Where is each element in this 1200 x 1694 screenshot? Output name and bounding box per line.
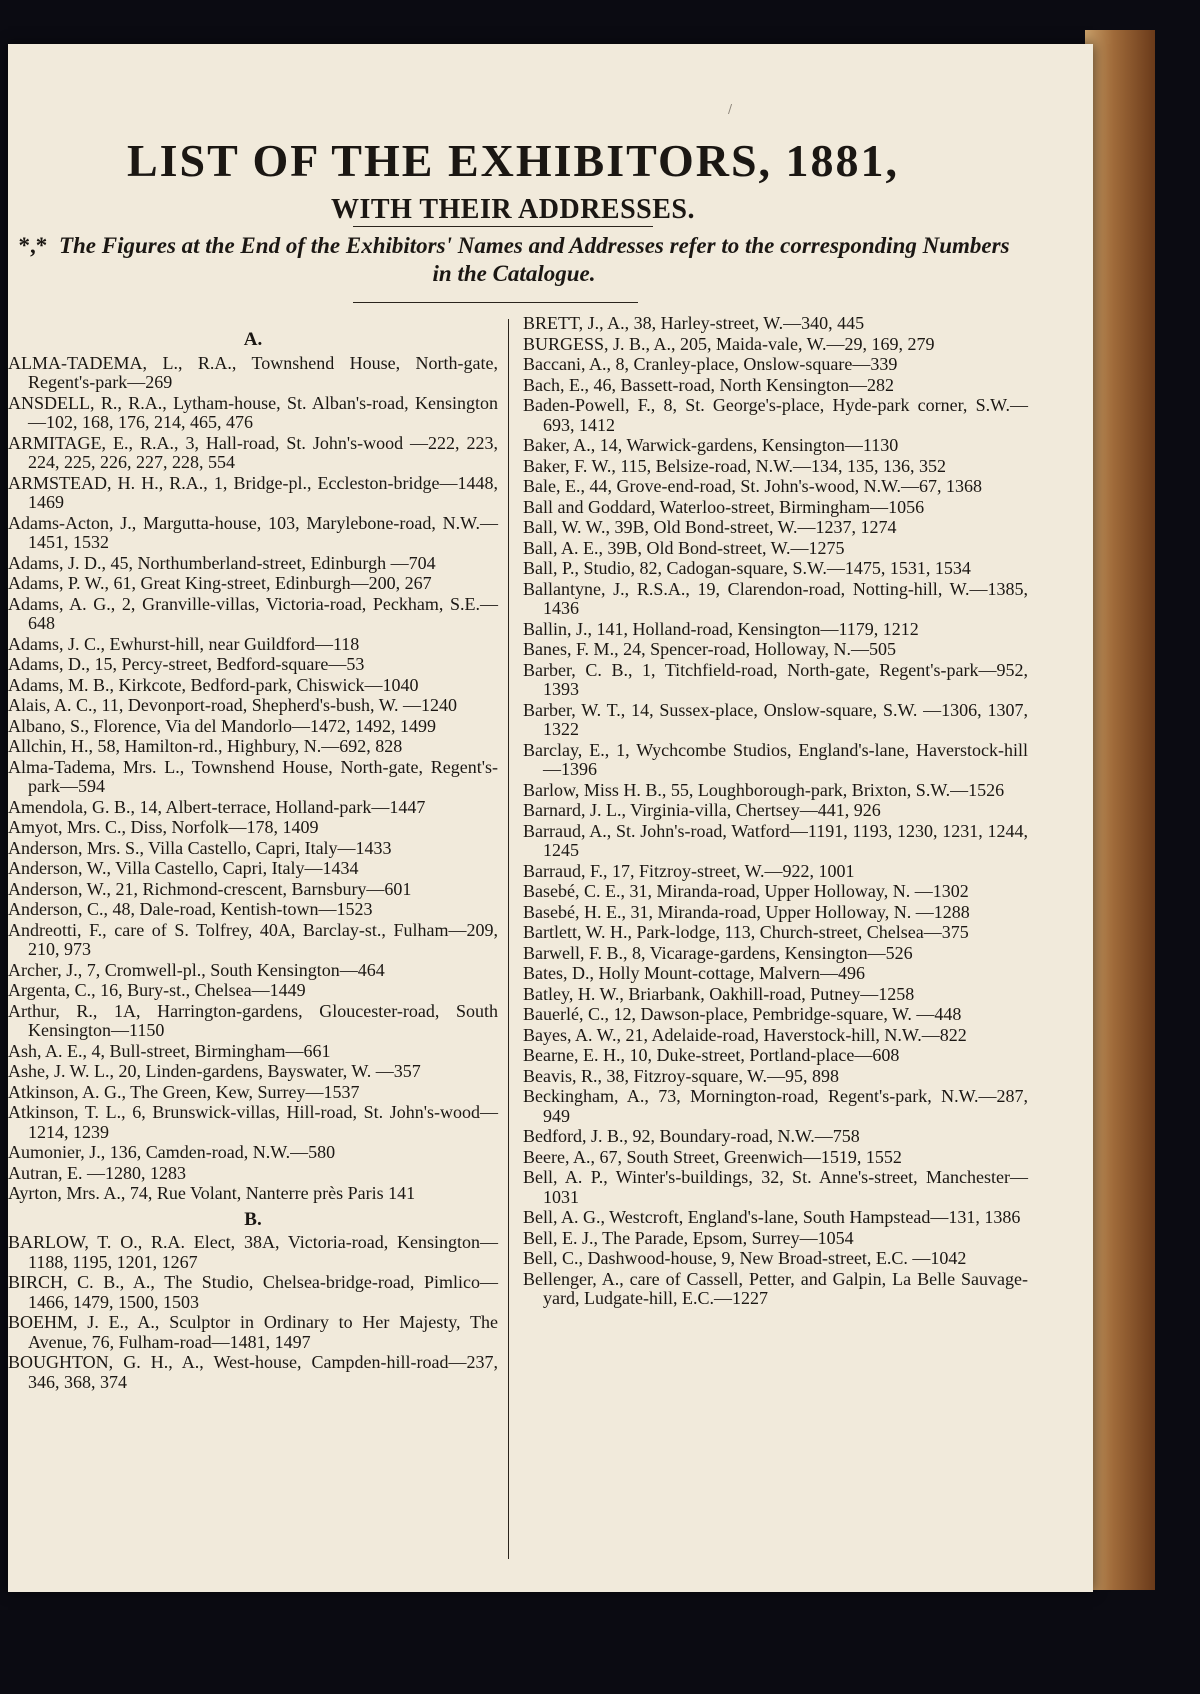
exhibitor-entry: ANSDELL, R., R.A., Lytham-house, St. Alban's-road, Kensington—102, 168, 176, 214, 465, 476: [8, 392, 498, 432]
exhibitor-entry: Beckingham, A., 73, Mornington-road, Regent's-park, N.W.—287, 949: [523, 1086, 1028, 1126]
exhibitor-entry: Aumonier, J., 136, Camden-road, N.W.—580: [8, 1142, 336, 1162]
note-text: The Figures at the End of the Exhibitors' Names and Addresses refer to the corresponding Numbers in the Catalogue.: [58, 233, 1010, 286]
exhibitor-entry: Barlow, Miss H. B., 55, Loughborough-park, Brixton, S.W.—1526: [523, 779, 1005, 800]
exhibitor-entry: Alais, A. C., 11, Devonport-road, Shepherd's-bush, W. —1240: [8, 695, 458, 715]
exhibitor-entry: Autran, E. —1280, 1283: [8, 1162, 186, 1183]
exhibitor-entry: Bellenger, A., care of Cassell, Petter, and Galpin, La Belle Sauvage-yard, Ludgate-hill, E.C.—1227: [523, 1268, 1028, 1308]
right-column: [523, 314, 1028, 1310]
exhibitor-entry: Ball, A. E., 39B, Old Bond-street, W.—1275: [523, 537, 845, 558]
exhibitor-entry: Albano, S., Florence, Via del Mandorlo—1472, 1492, 1499: [8, 715, 437, 736]
title-rule-top: [353, 226, 653, 227]
exhibitor-entry: Ballantyne, J., R.S.A., 19, Clarendon-road, Notting-hill, W.—1385, 1436: [523, 578, 1028, 618]
exhibitor-entry: Ashe, J. W. L., 20, Linden-gardens, Bayswater, W. —357: [8, 1061, 421, 1081]
exhibitor-entry: Baden-Powell, F., 8, St. George's-place, Hyde-park corner, S.W.—693, 1412: [523, 395, 1028, 435]
exhibitor-entry: Anderson, C., 48, Dale-road, Kentish-town—1523: [8, 899, 373, 919]
exhibitor-entry: Bayes, A. W., 21, Adelaide-road, Haverstock-hill, N.W.—822: [523, 1024, 967, 1045]
exhibitor-list-b-continued: [523, 314, 1028, 1309]
stray-mark: /: [728, 102, 733, 116]
catalogue-page: [8, 44, 1093, 1592]
exhibitor-entry: Argenta, C., 16, Bury-st., Chelsea—1449: [8, 980, 306, 1000]
exhibitor-entry: Barraud, F., 17, Fitzroy-street, W.—922, 1001: [523, 860, 855, 881]
exhibitor-entry: BOEHM, J. E., A., Sculptor in Ordinary to Her Majesty, The Avenue, 76, Fulham-road—1481, 1497: [8, 1312, 498, 1352]
exhibitor-entry: Bell, E. J., The Parade, Epsom, Surrey—1054: [523, 1227, 854, 1248]
exhibitor-entry: Ball, W. W., 39B, Old Bond-street, W.—1237, 1274: [523, 517, 897, 537]
exhibitor-entry: Anderson, W., Villa Castello, Capri, Italy—1434: [8, 858, 359, 878]
exhibitor-entry: ARMSTEAD, H. H., R.A., 1, Bridge-pl., Eccleston-bridge—1448, 1469: [8, 472, 498, 512]
exhibitor-entry: Baker, F. W., 115, Belsize-road, N.W.—134, 135, 136, 352: [523, 455, 946, 476]
exhibitor-entry: BARLOW, T. O., R.A. Elect, 38A, Victoria-road, Kensington—1188, 1195, 1201, 1267: [8, 1232, 498, 1272]
exhibitor-entry: Atkinson, A. G., The Green, Kew, Surrey—1537: [8, 1081, 360, 1102]
exhibitor-entry: BIRCH, C. B., A., The Studio, Chelsea-bridge-road, Pimlico—1466, 1479, 1500, 1503: [8, 1272, 498, 1312]
exhibitor-entry: Baccani, A., 8, Cranley-place, Onslow-square—339: [523, 354, 898, 374]
exhibitor-entry: Bauerlé, C., 12, Dawson-place, Pembridge-square, W. —448: [523, 1004, 962, 1024]
exhibitor-entry: Adams, J. C., Ewhurst-hill, near Guildford—118: [8, 633, 360, 654]
exhibitor-entry: BURGESS, J. B., A., 205, Maida-vale, W.—29, 169, 279: [523, 333, 935, 354]
exhibitor-entry: Beere, A., 67, South Street, Greenwich—1519, 1552: [523, 1146, 902, 1167]
exhibitor-entry: Amyot, Mrs. C., Diss, Norfolk—178, 1409: [8, 817, 319, 837]
exhibitor-entry: Anderson, Mrs. S., Villa Castello, Capri, Italy—1433: [8, 837, 392, 858]
exhibitor-entry: Barnard, J. L., Virginia-villa, Chertsey—441, 926: [523, 800, 881, 820]
exhibitor-entry: Bell, A. G., Westcroft, England's-lane, South Hampstead—131, 1386: [523, 1207, 1021, 1227]
exhibitor-entry: Adams, A. G., 2, Granville-villas, Victoria-road, Peckham, S.E.—648: [8, 593, 498, 633]
title-rule-bottom: [353, 302, 638, 303]
exhibitor-entry: Barraud, A., St. John's-road, Watford—1191, 1193, 1230, 1231, 1244, 1245: [523, 820, 1028, 860]
exhibitor-entry: Adams, J. D., 45, Northumberland-street, Edinburgh —704: [8, 552, 436, 573]
exhibitor-entry: ALMA-TADEMA, L., R.A., Townshend House, North-gate, Regent's-park—269: [8, 352, 498, 392]
exhibitor-entry: Anderson, W., 21, Richmond-crescent, Barnsbury—601: [8, 878, 412, 899]
catalogue-note: [14, 232, 1014, 288]
exhibitor-entry: Bearne, E. H., 10, Duke-street, Portland-place—608: [523, 1045, 900, 1065]
exhibitor-entry: Bach, E., 46, Bassett-road, North Kensington—282: [523, 374, 894, 395]
exhibitor-entry: Basebé, C. E., 31, Miranda-road, Upper Holloway, N. —1302: [523, 881, 969, 901]
exhibitor-entry: Bell, A. P., Winter's-buildings, 32, St. Anne's-street, Manchester—1031: [523, 1167, 1028, 1207]
exhibitor-entry: Bates, D., Holly Mount-cottage, Malvern—496: [523, 963, 865, 983]
exhibitor-entry: Andreotti, F., care of S. Tolfrey, 40A, Barclay-st., Fulham—209, 210, 973: [8, 919, 498, 959]
exhibitor-entry: BOUGHTON, G. H., A., West-house, Campden-hill-road—237, 346, 368, 374: [8, 1352, 498, 1392]
exhibitor-entry: Archer, J., 7, Cromwell-pl., South Kensington—464: [8, 959, 385, 980]
exhibitor-entry: Adams, D., 15, Percy-street, Bedford-square—53: [8, 654, 365, 674]
exhibitor-entry: Arthur, R., 1A, Harrington-gardens, Gloucester-road, South Kensington—1150: [8, 1000, 498, 1040]
exhibitor-entry: Batley, H. W., Briarbank, Oakhill-road, Putney—1258: [523, 983, 915, 1004]
exhibitor-entry: ARMITAGE, E., R.A., 3, Hall-road, St. John's-wood —222, 223, 224, 225, 226, 227, 228, 554: [8, 432, 498, 472]
page-title: LIST OF THE EXHIBITORS, 1881,: [126, 135, 900, 186]
exhibitor-entry: BRETT, J., A., 38, Harley-street, W.—340, 445: [523, 313, 865, 333]
exhibitor-entry: Beavis, R., 38, Fitzroy-square, W.—95, 898: [523, 1065, 839, 1086]
exhibitor-list-b: [8, 1233, 498, 1392]
section-heading-a: A.: [243, 329, 263, 350]
exhibitor-entry: Adams, P. W., 61, Great King-street, Edinburgh—200, 267: [8, 573, 432, 593]
column-divider: [508, 319, 509, 1559]
section-heading-b: B.: [244, 1208, 262, 1230]
exhibitor-entry: Ballin, J., 141, Holland-road, Kensington—1179, 1212: [523, 618, 919, 639]
exhibitor-list-a: [8, 354, 498, 1204]
asterism-icon: *,*: [18, 233, 48, 258]
exhibitor-entry: Basebé, H. E., 31, Miranda-road, Upper Holloway, N. —1288: [523, 901, 970, 922]
exhibitor-entry: Barber, C. B., 1, Titchfield-road, North-gate, Regent's-park—952, 1393: [523, 659, 1028, 699]
exhibitor-entry: Amendola, G. B., 14, Albert-terrace, Holland-park—1447: [8, 796, 426, 817]
exhibitor-entry: Ball and Goddard, Waterloo-street, Birmingham—1056: [523, 496, 925, 517]
exhibitor-entry: Bartlett, W. H., Park-lodge, 113, Church-street, Chelsea—375: [523, 922, 969, 942]
exhibitor-entry: Ball, P., Studio, 82, Cadogan-square, S.W.—1475, 1531, 1534: [523, 558, 971, 578]
exhibitor-entry: Barclay, E., 1, Wychcombe Studios, England's-lane, Haverstock-hill—1396: [523, 739, 1028, 779]
exhibitor-entry: Adams-Acton, J., Margutta-house, 103, Marylebone-road, N.W.—1451, 1532: [8, 512, 498, 552]
exhibitor-entry: Banes, F. M., 24, Spencer-road, Holloway, N.—505: [523, 639, 896, 659]
page-subtitle: WITH THEIR ADDRESSES.: [331, 194, 695, 225]
book-page-edge: [1085, 30, 1155, 1590]
exhibitor-entry: Bale, E., 44, Grove-end-road, St. John's-wood, N.W.—67, 1368: [523, 476, 983, 496]
exhibitor-entry: Atkinson, T. L., 6, Brunswick-villas, Hill-road, St. John's-wood—1214, 1239: [8, 1102, 498, 1142]
exhibitor-entry: Baker, A., 14, Warwick-gardens, Kensington—1130: [523, 435, 899, 455]
exhibitor-entry: Alma-Tadema, Mrs. L., Townshend House, North-gate, Regent's-park—594: [8, 756, 498, 796]
exhibitor-entry: Ayrton, Mrs. A., 74, Rue Volant, Nanterre près Paris 141: [8, 1183, 416, 1203]
exhibitor-entry: Barwell, F. B., 8, Vicarage-gardens, Kensington—526: [523, 942, 913, 963]
exhibitor-entry: Allchin, H., 58, Hamilton-rd., Highbury, N.—692, 828: [8, 736, 403, 756]
exhibitor-entry: Adams, M. B., Kirkcote, Bedford-park, Chiswick—1040: [8, 674, 419, 695]
exhibitor-entry: Bell, C., Dashwood-house, 9, New Broad-street, E.C. —1042: [523, 1248, 967, 1268]
exhibitor-entry: Bedford, J. B., 92, Boundary-road, N.W.—758: [523, 1126, 860, 1146]
exhibitor-entry: Ash, A. E., 4, Bull-street, Birmingham—661: [8, 1040, 331, 1061]
exhibitor-entry: Barber, W. T., 14, Sussex-place, Onslow-square, S.W. —1306, 1307, 1322: [523, 699, 1028, 739]
left-column: [8, 324, 498, 1393]
